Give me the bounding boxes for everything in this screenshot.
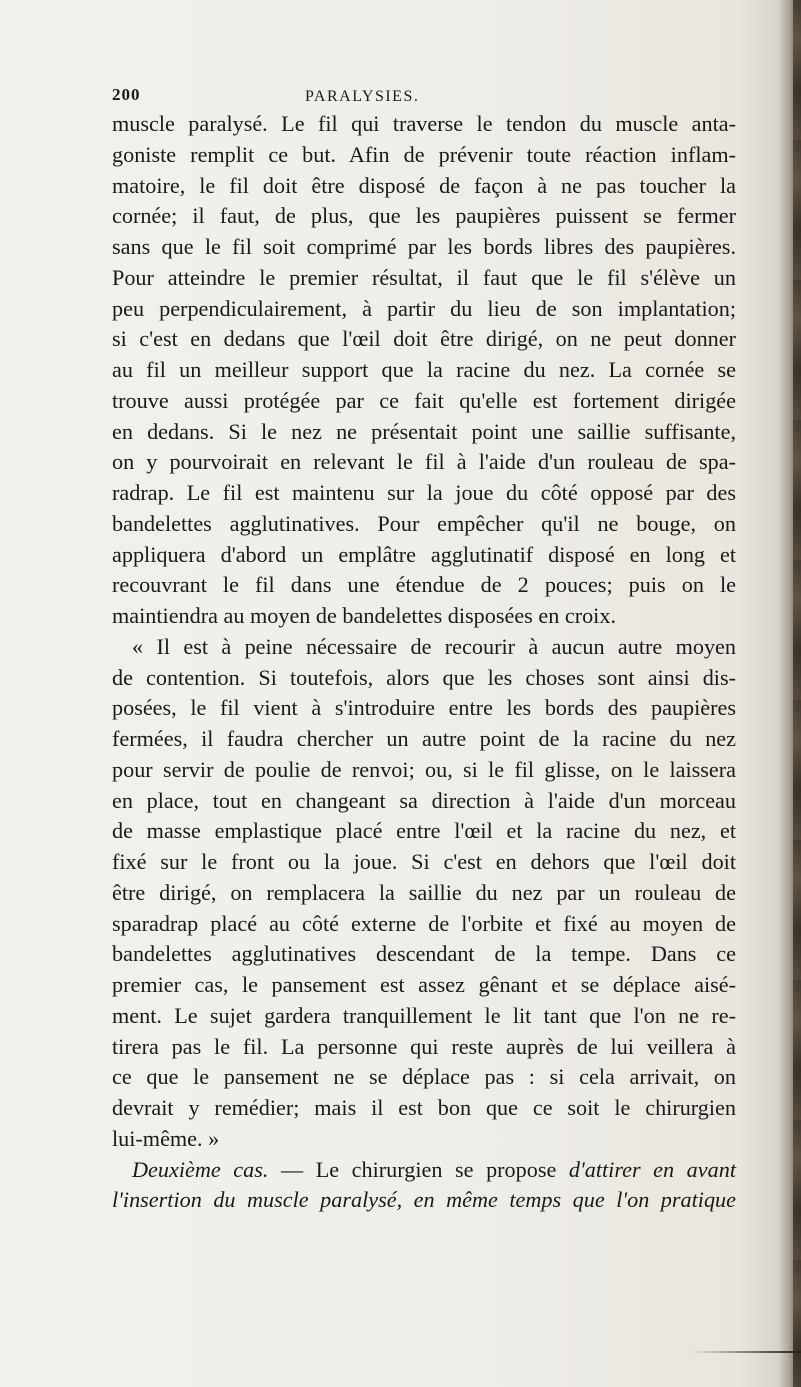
text-line: en place, tout en changeant sa direction à l'aide d'un morceau: [112, 787, 736, 813]
section-emphasis: d'attirer en avant: [568, 1156, 736, 1182]
corner-rule: [691, 1351, 801, 1353]
text-line: bandelettes agglutinatives. Pour empêcher qu'il ne bouge, on: [112, 510, 736, 536]
binding-edge: [793, 0, 801, 1387]
text-line: matoire, le fil doit être disposé de façon à ne pas toucher la: [112, 172, 736, 198]
text-line: on y pourvoirait en relevant le fil à l'aide d'un rouleau de spa-: [112, 449, 736, 475]
text-line: si c'est en dedans que l'œil doit être dirigé, on ne peut donner: [112, 326, 736, 352]
text-line: trouve aussi protégée par ce fait qu'elle est fortement dirigée: [112, 387, 736, 413]
text-line: fixé sur le front ou la joue. Si c'est en dehors que l'œil doit: [112, 849, 736, 874]
text-line: ment. Le sujet gardera tranquillement le lit tant que l'on ne re-: [112, 1002, 736, 1028]
text-line: de masse emplastique placé entre l'œil et la racine du nez, et: [112, 818, 736, 844]
text-line: recouvrant le fil dans une étendue de 2 pouces; puis on le: [112, 572, 736, 598]
text-line: fermées, il faudra chercher un autre point de la racine du nez: [112, 726, 736, 751]
text-line: muscle paralysé. Le fil qui traverse le tendon du muscle anta-: [112, 111, 736, 136]
page-header: [112, 85, 712, 111]
text-line: goniste remplit ce but. Afin de prévenir toute réaction inflam-: [112, 141, 736, 167]
body-text: [112, 109, 736, 1216]
text-line-section-start: [112, 1155, 736, 1186]
text-line: radrap. Le fil est maintenu sur la joue du côté opposé par des: [112, 480, 736, 505]
text-line: maintiendra au moyen de bandelettes disposées en croix.: [112, 603, 616, 628]
text-line: lui-même. »: [112, 1125, 220, 1151]
text-line: au fil un meilleur support que la racine du nez. La cornée se: [112, 357, 736, 382]
text-line: en dedans. Si le nez ne présentait point une saillie suffisante,: [112, 418, 736, 444]
text-line: cornée; il faut, de plus, que les paupières puissent se fermer: [112, 203, 736, 229]
text-line: peu perpendiculairement, à partir du lieu de son implantation;: [112, 295, 736, 321]
text-line: être dirigé, on remplacera la saillie du nez par un rouleau de: [112, 879, 736, 905]
text-line: « Il est à peine nécessaire de recourir à aucun autre moyen: [132, 633, 736, 659]
text-line: appliquera d'abord un emplâtre agglutinatif disposé en long et: [112, 541, 736, 567]
text-line: sans que le fil soit comprimé par les bords libres des paupières.: [112, 234, 736, 259]
text-line: premier cas, le pansement est assez gênant et se déplace aisé-: [112, 972, 736, 997]
page-number: 200: [112, 85, 141, 104]
text-line: bandelettes agglutinatives descendant de la tempe. Dans ce: [112, 941, 736, 967]
section-text: — Le chirurgien se propose: [268, 1156, 569, 1182]
text-line: devrait y remédier; mais il est bon que ce soit le chirurgien: [112, 1095, 736, 1120]
section-heading: Deuxième cas.: [132, 1156, 269, 1182]
text-line: pour servir de poulie de renvoi; ou, si le fil glisse, on le laissera: [112, 756, 736, 782]
text-line: tirera pas le fil. La personne qui reste auprès de lui veillera à: [112, 1033, 736, 1059]
text-line: sparadrap placé au côté externe de l'orbite et fixé au moyen de: [112, 910, 736, 936]
text-line: de contention. Si toutefois, alors que les choses sont ainsi dis-: [112, 664, 736, 690]
text-line: l'insertion du muscle paralysé, en même temps que l'on pratique: [112, 1187, 736, 1213]
text-line: Pour atteindre le premier résultat, il faut que le fil s'élève un: [112, 264, 736, 290]
running-head: PARALYSIES.: [305, 88, 420, 105]
text-line: ce que le pansement ne se déplace pas : si cela arrivait, on: [112, 1064, 736, 1090]
text-line: posées, le fil vient à s'introduire entre les bords des paupières: [112, 695, 736, 721]
